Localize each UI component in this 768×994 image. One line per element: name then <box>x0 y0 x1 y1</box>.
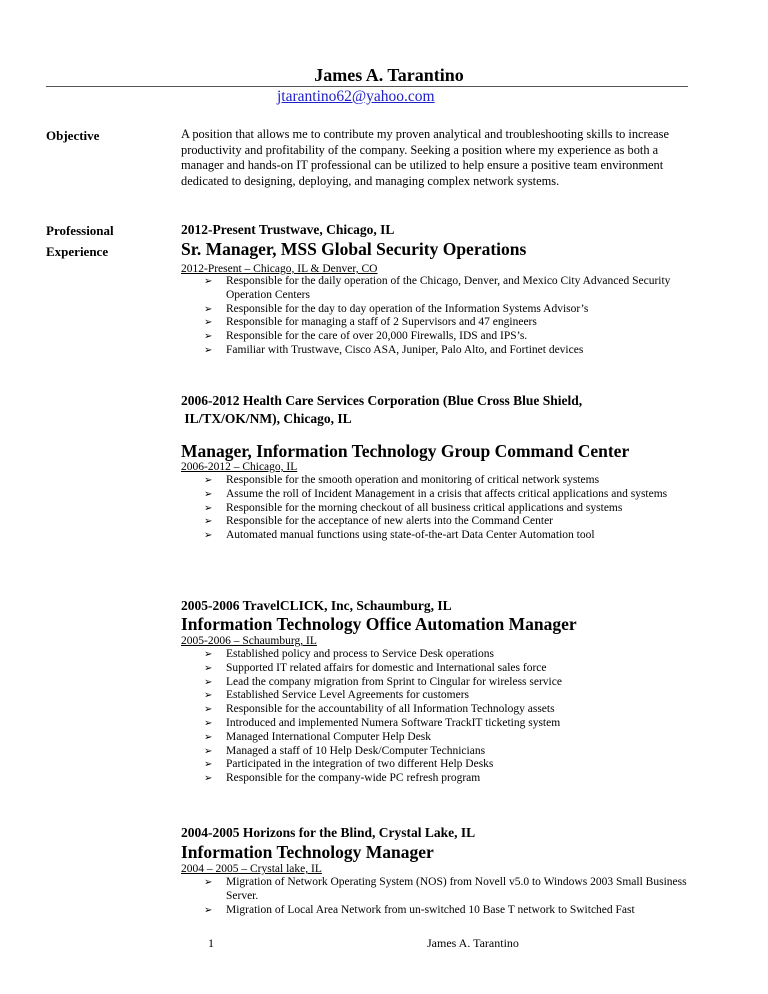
job-company: 2005-2006 TravelCLICK, Inc, Schaumburg, IL <box>181 598 452 613</box>
resume-name-heading: James A. Tarantino <box>314 65 464 85</box>
footer-name: James A. Tarantino <box>427 936 519 950</box>
bullet-item: ➢ Familiar with Trustwave, Cisco ASA, Juniper, Palo Alto, and Fortinet devices <box>204 343 584 356</box>
job-location: 2005-2006 – Schaumburg, IL <box>181 635 317 647</box>
job-title: Information Technology Manager <box>181 842 434 862</box>
bullet-item: ➢ Participated in the integration of two different Help Desks <box>204 758 494 771</box>
job-company: 2004-2005 Horizons for the Blind, Crystal Lake, IL <box>181 825 476 840</box>
arrow-bullet-icon: ➢ <box>204 488 213 500</box>
bullet-item: ➢ Introduced and implemented Numera Software TrackIT ticketing system <box>204 716 561 729</box>
bullet-item: ➢ Automated manual functions using state-of-the-art Data Center Automation tool <box>204 529 595 542</box>
page-number: 1 <box>208 936 214 950</box>
arrow-bullet-icon: ➢ <box>204 704 213 716</box>
arrow-bullet-icon: ➢ <box>204 331 213 343</box>
job-title: Manager, Information Technology Group Command Center <box>181 441 630 461</box>
arrow-bullet-icon: ➢ <box>204 475 213 486</box>
arrow-bullet-icon: ➢ <box>204 502 213 514</box>
bullet-item: ➢ Managed International Computer Help Desk <box>204 730 432 743</box>
arrow-bullet-icon: ➢ <box>204 773 213 785</box>
arrow-bullet-icon: ➢ <box>204 317 213 329</box>
bullet-item: ➢ Lead the company migration from Sprint to Cingular for wireless service <box>204 675 562 688</box>
arrow-bullet-icon: ➢ <box>204 731 213 743</box>
arrow-bullet-icon: ➢ <box>204 276 213 287</box>
bullet-item: ➢ Supported IT related affairs for domestic and International sales force <box>204 661 547 674</box>
arrow-bullet-icon: ➢ <box>204 344 213 356</box>
bullet-item: ➢ Established Service Level Agreements for customers <box>204 689 470 702</box>
bullet-item: ➢ Responsible for the care of over 20,000 Firewalls, IDS and IPS’s. <box>204 330 528 343</box>
bullet-item: ➢ Responsible for the day to day operation of the Information Systems Advisor’s <box>204 302 589 315</box>
bullet-item: ➢ Responsible for the company-wide PC refresh program <box>204 772 481 785</box>
arrow-bullet-icon: ➢ <box>204 717 213 729</box>
bullet-item: ➢ Responsible for the acceptance of new alerts into the Command Center <box>204 515 554 528</box>
experience-label: Professional Experience <box>46 223 114 259</box>
arrow-bullet-icon: ➢ <box>204 649 213 660</box>
job-bullet-list <box>204 275 696 358</box>
arrow-bullet-icon: ➢ <box>204 676 213 688</box>
email-link[interactable]: jtarantino62@yahoo.com <box>277 88 435 105</box>
arrow-bullet-icon: ➢ <box>204 904 213 916</box>
bullet-item: ➢ Responsible for the morning checkout of all business critical applications and systems <box>204 501 623 514</box>
job-location: 2012-Present – Chicago, IL & Denver, CO <box>181 263 378 275</box>
arrow-bullet-icon: ➢ <box>204 516 213 528</box>
objective-label: Objective <box>46 128 100 143</box>
job-title: Information Technology Office Automation Manager <box>181 614 577 634</box>
job-company: 2006-2012 Health Care Services Corporation (Blue Cross Blue Shield, IL/TX/OK/NM), Chicago, IL <box>181 393 583 426</box>
bullet-item: ➢ Migration of Network Operating System (NOS) from Novell v5.0 to Windows 2003 Small Business Server. <box>204 876 687 902</box>
arrow-bullet-icon: ➢ <box>204 745 213 757</box>
bullet-item: ➢ Managed a staff of 10 Help Desk/Computer Technicians <box>204 744 486 757</box>
objective-text: A position that allows me to contribute my proven analytical and troubleshooting skills to increase productivity and profitability of the company. Seeking a position where my experience as both a manager and hands-on IT professional can be utilized to help ensure a positive team environment dedicated to designing, deploying, and managing complex network systems. <box>181 127 669 188</box>
bullet-item: ➢ Established policy and process to Service Desk operations <box>204 648 494 660</box>
job-location: 2004 – 2005 – Crystal lake, IL <box>181 863 322 875</box>
bullet-item: ➢ Responsible for the accountability of all Information Technology assets <box>204 703 555 716</box>
job-bullet-list <box>204 648 696 786</box>
bullet-item: ➢ Responsible for the smooth operation and monitoring of critical network systems <box>204 474 600 486</box>
arrow-bullet-icon: ➢ <box>204 690 213 702</box>
job-bullet-list <box>204 474 696 543</box>
bullet-item: ➢ Migration of Local Area Network from un-switched 10 Base T network to Switched Fast <box>204 903 635 916</box>
job-title: Sr. Manager, MSS Global Security Operations <box>181 239 527 259</box>
job-bullet-list <box>204 876 696 917</box>
job-location: 2006-2012 – Chicago, IL <box>181 461 298 473</box>
arrow-bullet-icon: ➢ <box>204 877 213 888</box>
bullet-item: ➢ Assume the roll of Incident Management in a crisis that affects critical applications and systems <box>204 487 668 500</box>
arrow-bullet-icon: ➢ <box>204 530 213 542</box>
job-company: 2012-Present Trustwave, Chicago, IL <box>181 222 395 237</box>
arrow-bullet-icon: ➢ <box>204 662 213 674</box>
bullet-item: ➢ Responsible for the daily operation of the Chicago, Denver, and Mexico City Advanced Security Operation Centers <box>204 275 671 301</box>
bullet-item: ➢ Responsible for managing a staff of 2 Supervisors and 47 engineers <box>204 316 537 329</box>
arrow-bullet-icon: ➢ <box>204 303 213 315</box>
arrow-bullet-icon: ➢ <box>204 759 213 771</box>
